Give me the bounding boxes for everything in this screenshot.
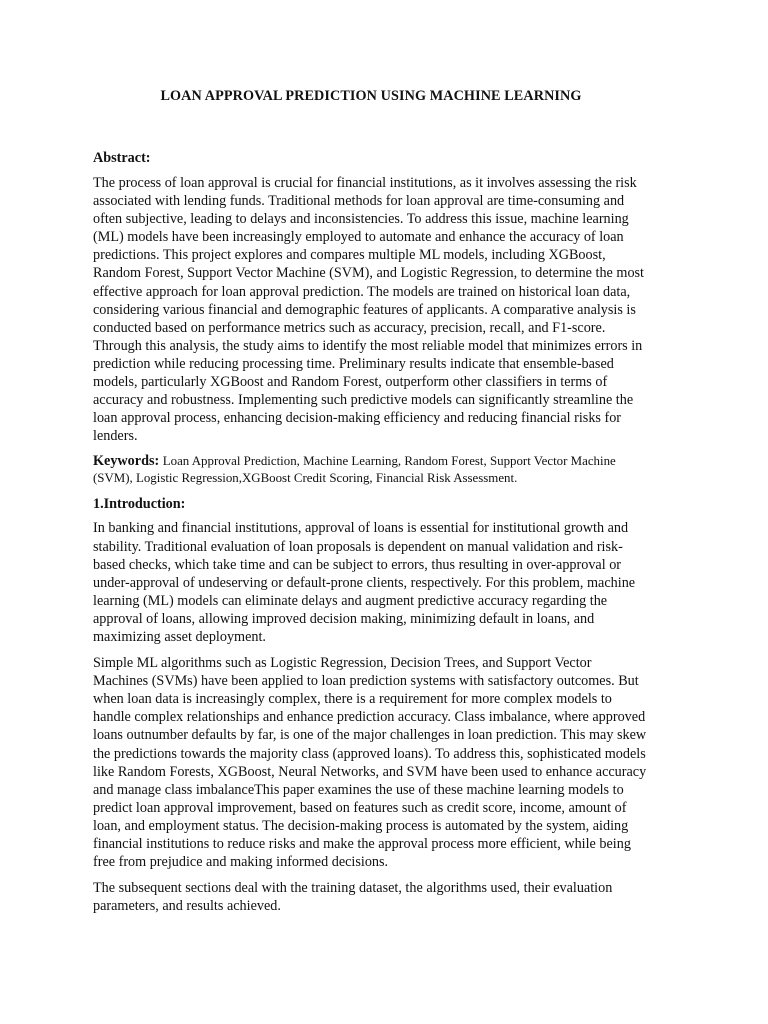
abstract-text: The process of loan approval is crucial for financial institutions, as it involves assessing the risk associated with lending funds. Traditional methods for loan approval are time-consuming and often subjective, leading to delays and inconsistencies. To address this issue, machine learning (ML) models have been increasingly employed to automate and enhance the accuracy of loan predictions. This project explores and compares multiple ML models, including XGBoost, Random Forest, Support Vector Machine (SVM), and Logistic Regression, to determine the most effective approach for loan approval prediction. The models are trained on historical loan data, considering various financial and demographic features of applicants. A comparative analysis is conducted based on performance metrics such as accuracy, precision, recall, and F1-score. Through this analysis, the study aims to identify the most reliable model that minimizes errors in prediction while reducing processing time. Preliminary results indicate that ensemble-based models, particularly XGBoost and Random Forest, outperform other classifiers in terms of accuracy and robustness. Implementing such predictive models can significantly streamline the loan approval process, enhancing decision-making efficiency and reducing financial risks for lenders. <box>93 175 644 445</box>
paper-title: LOAN APPROVAL PREDICTION USING MACHINE LEARNING <box>160 88 582 104</box>
introduction-heading: 1.Introduction: <box>93 496 186 513</box>
keywords-text: Loan Approval Prediction, Machine Learning, Random Forest, Support Vector Machine (SVM), Logistic Regression,XGBoost Credit Scoring, Financial Risk Assessment. <box>93 454 616 486</box>
introduction-paragraph-3: The subsequent sections deal with the training dataset, the algorithms used, their evaluation parameters, and results achieved. <box>93 880 613 915</box>
keywords <box>93 453 649 487</box>
keywords-label: Keywords: <box>93 453 160 470</box>
document-page <box>93 86 649 923</box>
introduction-paragraph-1: In banking and financial institutions, approval of loans is essential for institutional growth and stability. Traditional evaluation of loan proposals is dependent on manual validation and risk-based checks, which take time and can be subject to errors, thus resulting in over-approval or under-approval of undeserving or default-prone clients, respectively. For this problem, machine learning (ML) models can eliminate delays and augment predictive accuracy regarding the approval of loans, allowing improved decision making, minimizing default in loans, and maximizing asset deployment. <box>93 520 636 645</box>
abstract-heading: Abstract: <box>93 150 151 166</box>
introduction-paragraph-2: Simple ML algorithms such as Logistic Regression, Decision Trees, and Support Vector Machines (SVMs) have been applied to loan prediction systems with satisfactory outcomes. But when loan data is increasingly complex, there is a requirement for more complex models to handle complex relationships and enhance prediction accuracy. Class imbalance, where approved loans outnumber defaults by far, is one of the major challenges in loan prediction. This may skew the predictions towards the majority class (approved loans). To address this, sophisticated models like Random Forests, XGBoost, Neural Networks, and SVM have been used to enhance accuracy and manage class imbalanceThis paper examines the use of these machine learning models to predict loan approval improvement, based on features such as credit score, income, amount of loan, and employment status. The decision-making process is automated by the system, aiding financial institutions to reduce risks and make the approval process more efficient, while being free from prejudice and making informed decisions. <box>93 655 647 871</box>
